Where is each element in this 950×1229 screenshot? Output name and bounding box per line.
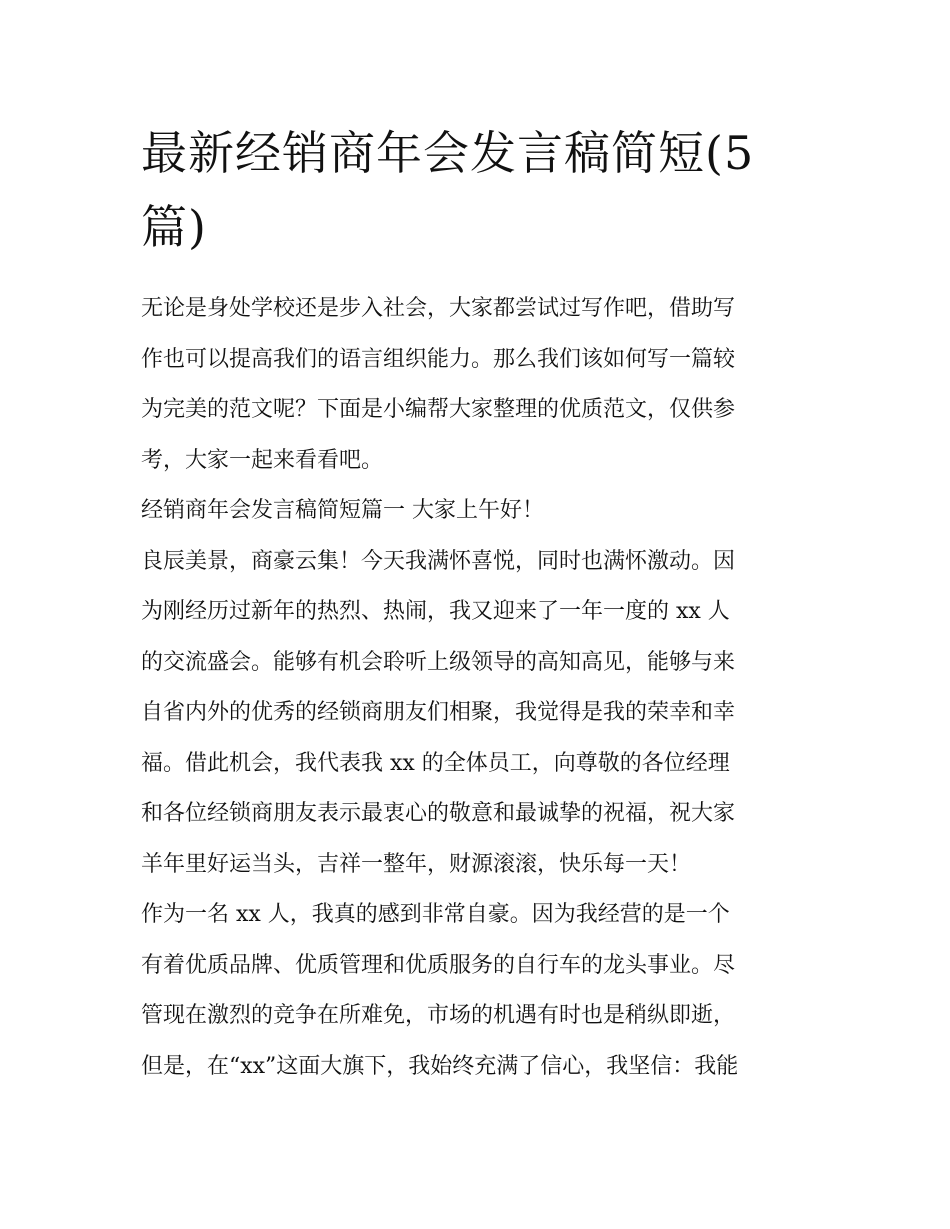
- section-heading: 经销商年会发言稿简短篇一 大家上午好！: [141, 498, 544, 523]
- body-line-15: 管现在激烈的竞争在所难免，市场的机遇有时也是稍纵即逝，: [141, 1003, 736, 1028]
- document-body: [141, 284, 812, 1092]
- document-title: [141, 116, 812, 264]
- body-line-8: 的交流盛会。能够有机会聆听上级领导的高知高见，能够与来: [141, 649, 736, 675]
- body-line-11: 和各位经锁商朋友表示最衷心的敬意和最诚挚的祝福，祝大家: [141, 801, 736, 826]
- body-line-4: 考，大家一起来看看吧。: [141, 447, 384, 473]
- title-line-2: 篇): [141, 200, 207, 254]
- body-line-3: 为完美的范文呢？下面是小编帮大家整理的优质范文，仅供参: [141, 397, 736, 422]
- body-line-10: 福。借此机会，我代表我 xx 的全体员工，向尊敬的各位经理: [141, 750, 730, 776]
- body-line-16: 但是，在“xx”这面大旗下，我始终充满了信心，我坚信：我能: [141, 1053, 739, 1079]
- title-line-1: 最新经销商年会发言稿简短(5: [141, 126, 755, 180]
- body-line-9: 自省内外的优秀的经锁商朋友们相聚，我觉得是我的荣幸和幸: [141, 700, 736, 725]
- body-line-13: 作为一名 xx 人，我真的感到非常自豪。因为我经营的是一个: [141, 902, 730, 927]
- body-line-1: 无论是身处学校还是步入社会，大家都尝试过写作吧，借助写: [141, 296, 736, 321]
- body-line-14: 有着优质品牌、优质管理和优质服务的自行车的龙头事业。尽: [141, 952, 736, 978]
- body-line-7: 为刚经历过新年的热烈、热闹，我又迎来了一年一度的 xx 人: [141, 599, 730, 624]
- body-line-2: 作也可以提高我们的语言组织能力。那么我们该如何写一篇较: [141, 346, 736, 372]
- body-line-12: 羊年里好运当头，吉祥一整年，财源滚滚，快乐每一天！: [141, 851, 692, 877]
- body-line-6: 良辰美景，商豪云集！今天我满怀喜悦，同时也满怀激动。因: [141, 548, 736, 574]
